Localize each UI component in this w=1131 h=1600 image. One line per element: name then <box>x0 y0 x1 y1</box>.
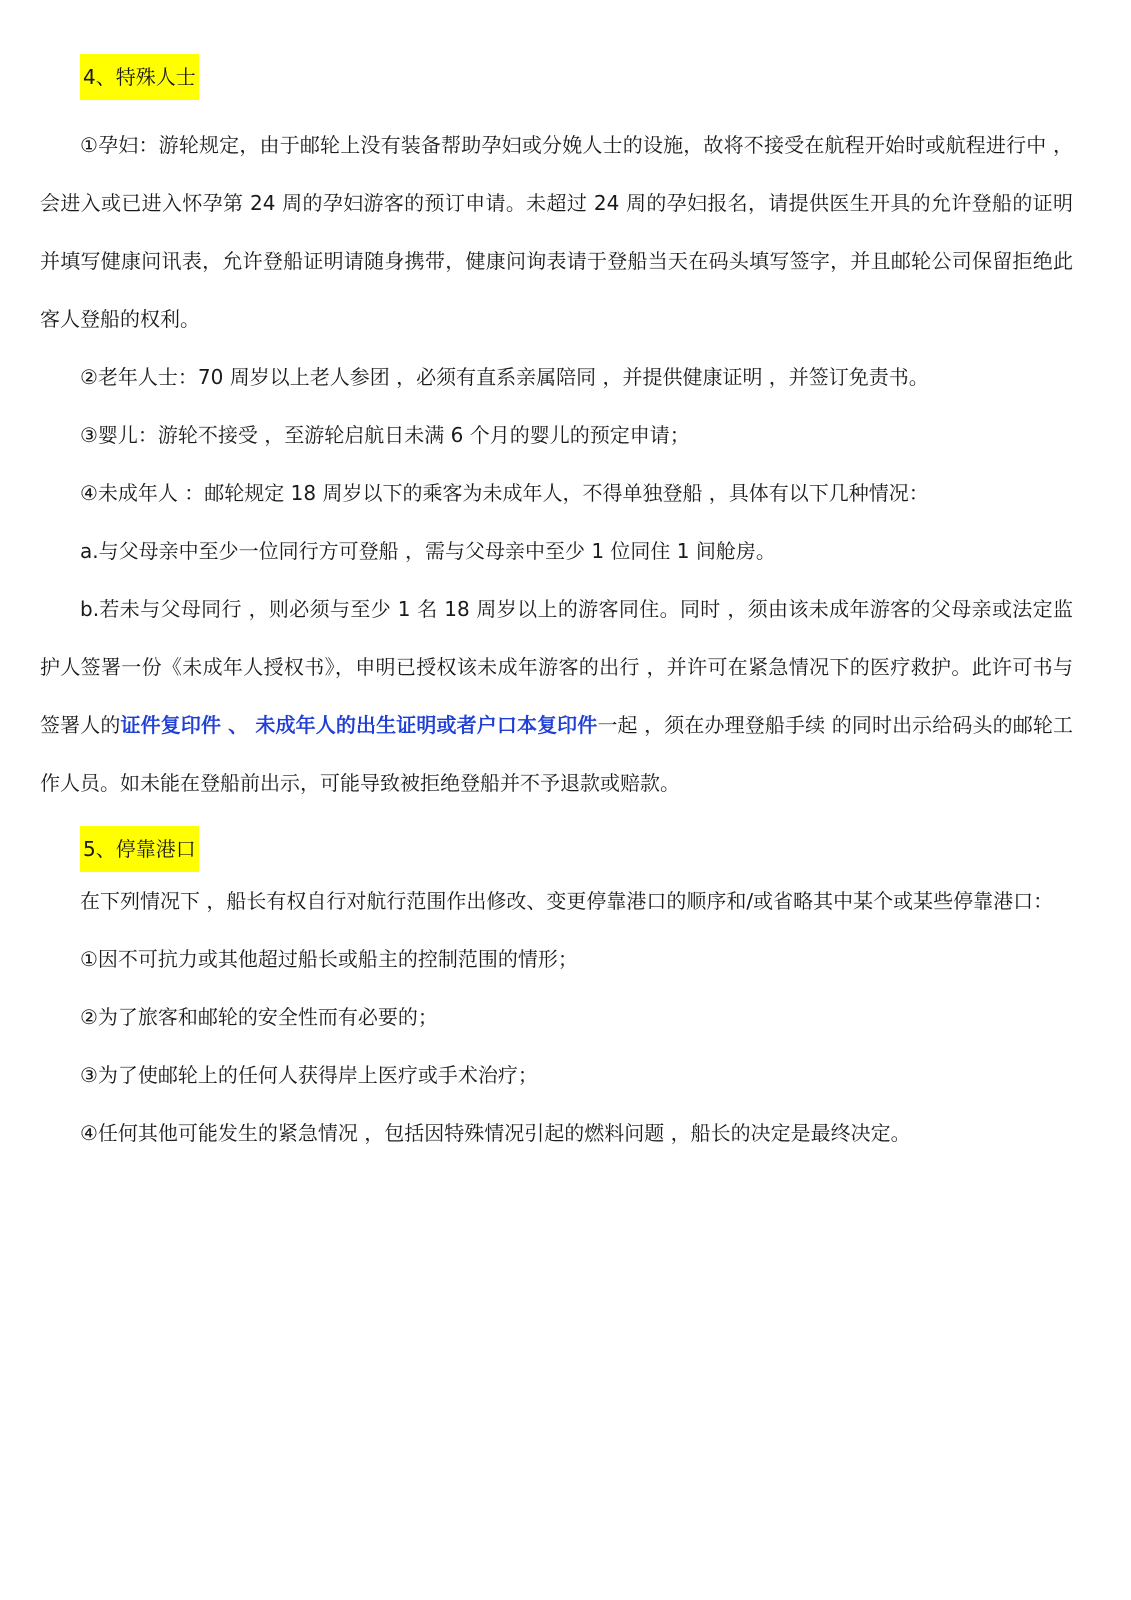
port-condition-item: ②为了旅客和邮轮的安全性而有必要的； <box>80 1005 438 1029</box>
minor-b-end-text: 一起 ，须在办理登船手续 的同时出示给码头的邮轮工作人员。如未能在登船前出示，可能导致被拒绝登船并不予退款或赔款。 <box>40 713 1074 795</box>
section-heading-special-persons: 4、特殊人士 <box>80 54 199 100</box>
minor-b-highlight-id-copy: 证件复印件 <box>120 713 222 737</box>
section-special-persons <box>40 54 1073 812</box>
port-condition-item: ④任何其他可能发生的紧急情况 ，包括因特殊情况引起的燃料问题 ，船长的决定是最终决定。 <box>80 1121 911 1145</box>
section-ports-of-call <box>40 826 1073 1162</box>
para-elderly: ②老年人士：70 周岁以上老人参团 ，必须有直系亲属陪同 ，并提供健康证明 ，并签订免责书。 <box>80 365 929 389</box>
para-minor-b <box>40 580 1073 812</box>
para-minor-a: a.与父母亲中至少一位同行方可登船 ，需与父母亲中至少 1 位同住 1 间舱房。 <box>80 539 776 563</box>
para-minor: ④未成年人 ：邮轮规定 18 周岁以下的乘客为未成年人，不得单独登船 ，具体有以下几种情况： <box>80 481 929 505</box>
para-pregnant: ①孕妇：游轮规定，由于邮轮上没有装备帮助孕妇或分娩人士的设施，故将不接受在航程开始时或航程进行中 ，会进入或已进入怀孕第 24 周的孕妇游客的预订申请。未超过 24 周的孕妇报名，请提供医生开具的允许登船的证明并填写健康问讯表，允许登船证明请随身携带，健康问询表请于登船当天在码头填写签字，并且邮轮公司保留拒绝此客人登船的权利。 <box>40 133 1073 331</box>
section-heading-ports-of-call: 5、停靠港口 <box>80 826 199 872</box>
port-condition-item: ①因不可抗力或其他超过船长或船主的控制范围的情形； <box>80 947 578 971</box>
para-ports-intro: 在下列情况下 ，船长有权自行对航行范围作出修改、变更停靠港口的顺序和/或省略其中某个或某些停靠港口： <box>80 889 1054 913</box>
minor-b-highlight-birth-cert: 未成年人的出生证明或者户口本复印件 <box>255 713 598 737</box>
minor-b-start-text: b.若未与父母同行 ，则必须与至少 1 名 18 周岁以上的游客同住。同时 ，须由该未成年游客的父母亲或法定监护人签署一份《未成年人授权书》，申明已授权该未成年游客的出行 ，并许可在紧急情况下的医疗救护。此许可书与签署人的 <box>40 597 1073 737</box>
minor-b-highlight-separator: 、 <box>221 713 256 737</box>
para-infant: ③婴儿：游轮不接受 ，至游轮启航日未满 6 个月的婴儿的预定申请； <box>80 423 690 447</box>
port-condition-item: ③为了使邮轮上的任何人获得岸上医疗或手术治疗； <box>80 1063 538 1087</box>
